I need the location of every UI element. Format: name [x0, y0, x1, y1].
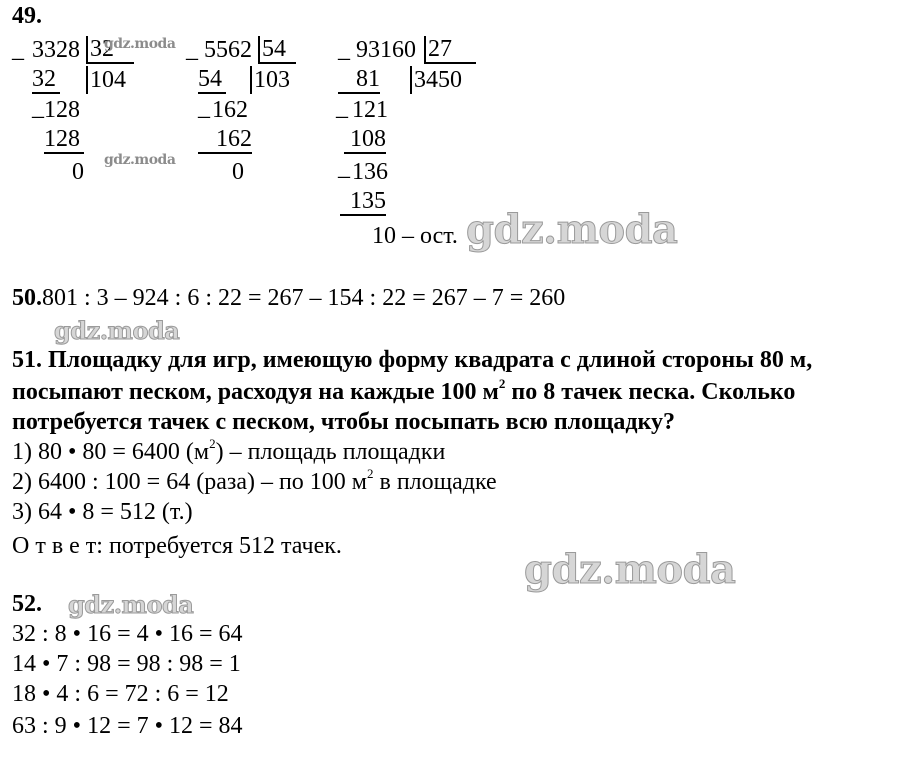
watermark: gdz.moda: [68, 590, 194, 619]
problem-50-number: 50.: [12, 285, 42, 311]
solution-step-3: 3) 64 • 8 = 512 (т.): [12, 499, 193, 525]
remainder-2: 136: [352, 159, 388, 185]
superscript: 2: [498, 376, 506, 391]
divisor: 54: [258, 36, 296, 64]
expression-line: 63 : 9 • 12 = 7 • 12 = 84: [12, 713, 243, 739]
problem-51-line-3: потребуется тачек с песком, чтобы посыпать всю площадку?: [12, 409, 676, 435]
quotient: 104: [86, 66, 126, 94]
problem-51-text: по 8 тачек песка. Сколько: [505, 379, 796, 405]
minus-sign: _: [186, 37, 198, 63]
problem-51-line-2: [12, 378, 795, 406]
minus-sign: _: [338, 37, 350, 63]
final-remainder: 0: [72, 159, 84, 185]
dividend: 3328: [32, 37, 80, 63]
expression-line: 18 • 4 : 6 = 72 : 6 = 12: [12, 681, 229, 707]
remainder-1: 121: [352, 97, 388, 123]
solution-step-1: [12, 438, 445, 466]
problem-49-number: 49.: [12, 3, 42, 29]
subtrahend-2: 162: [198, 126, 252, 154]
problem-51-number: 51.: [12, 347, 42, 373]
final-remainder: 10 – ост.: [372, 223, 458, 249]
minus-sign: _: [198, 95, 210, 121]
step-text: в площадке: [373, 469, 497, 495]
watermark: gdz.moda: [524, 546, 736, 593]
superscript: 2: [367, 466, 374, 481]
watermark: gdz.moda: [466, 206, 678, 253]
divisor: 32: [86, 36, 134, 64]
subtrahend-1: 32: [32, 66, 60, 94]
subtrahend-1: 54: [198, 66, 226, 94]
minus-sign: _: [336, 95, 348, 121]
remainder-1: 128: [44, 97, 80, 123]
minus-sign: _: [12, 37, 24, 63]
step-text: ) – площадь площадки: [215, 439, 446, 465]
superscript: 2: [209, 436, 216, 451]
problem-50-expression: 801 : 3 – 924 : 6 : 22 = 267 – 154 : 22 = 267 – 7 = 260: [42, 285, 566, 311]
dividend: 93160: [356, 37, 416, 63]
final-remainder: 0: [232, 159, 244, 185]
answer: О т в е т: потребуется 512 тачек.: [12, 533, 342, 559]
subtrahend-1: 81: [338, 66, 380, 94]
step-text: 1) 80 • 80 = 6400 (м: [12, 439, 210, 465]
subtrahend-2: 108: [344, 126, 386, 154]
watermark: gdz.moda: [104, 152, 176, 168]
problem-51-text: Площадку для игр, имеющую форму квадрата с длиной стороны 80 м,: [48, 347, 813, 373]
minus-sign: _: [338, 155, 350, 181]
step-text: 2) 6400 : 100 = 64 (раза) – по 100 м: [12, 469, 367, 495]
quotient: 3450: [410, 66, 462, 94]
watermark: gdz.moda: [54, 316, 180, 345]
subtrahend-2: 128: [44, 126, 84, 154]
subtrahend-3: 135: [340, 188, 386, 216]
expression-line: 32 : 8 • 16 = 4 • 16 = 64: [12, 621, 243, 647]
minus-sign: _: [32, 95, 44, 121]
expression-line: 14 • 7 : 98 = 98 : 98 = 1: [12, 651, 241, 677]
watermark: gdz.moda: [104, 36, 176, 52]
problem-51-line-1: [12, 346, 812, 374]
divisor: 27: [424, 36, 476, 64]
solution-step-2: [12, 468, 497, 496]
problem-52-number: 52.: [12, 591, 42, 617]
problem-50: [12, 284, 565, 312]
quotient: 103: [250, 66, 290, 94]
dividend: 5562: [204, 37, 252, 63]
remainder-1: 162: [212, 97, 248, 123]
problem-51-text: посыпают песком, расходуя на каждые 100 м: [12, 379, 499, 405]
